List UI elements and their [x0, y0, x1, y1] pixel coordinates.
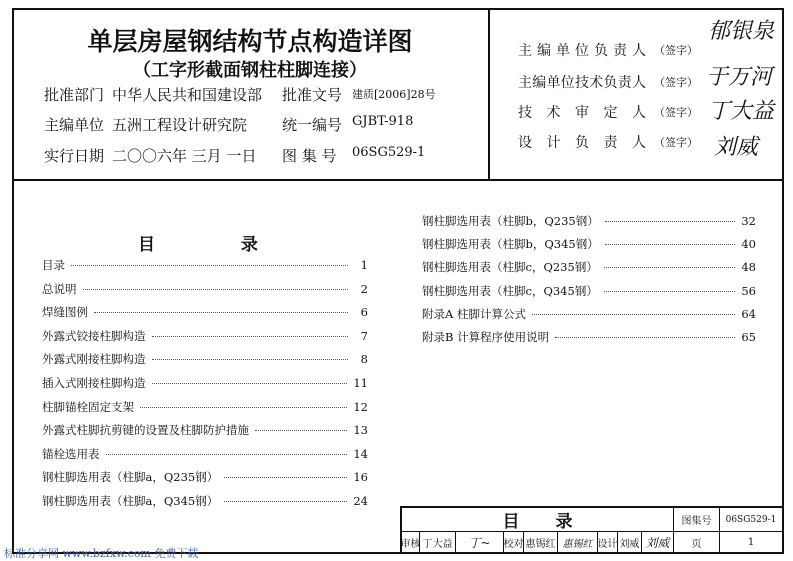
leader-dots — [224, 477, 347, 478]
signoff-role: 技 术 审 定 人 — [518, 105, 646, 121]
reviewer: 丁大益 — [420, 532, 456, 552]
toc-entry[interactable] — [42, 375, 368, 391]
toc-entry[interactable] — [42, 304, 368, 320]
field-value: GJBT-918 — [352, 114, 414, 129]
signoff-role: 主 编 单 位 负 责 人 — [518, 43, 646, 59]
leader-dots — [605, 221, 736, 222]
signoff-tag: （签字） — [654, 136, 698, 149]
field-label: 图 集 号 — [282, 147, 337, 165]
toc-entry-page: 2 — [360, 281, 368, 296]
toc-entry[interactable] — [422, 259, 756, 275]
toc-entry-page: 7 — [360, 328, 368, 343]
field-value: 五洲工程设计研究院 — [112, 116, 248, 134]
signature: 于万河 — [706, 65, 773, 90]
toc-entry-title: 插入式刚接柱脚构造 — [42, 376, 146, 390]
signoff-tag: （签字） — [654, 76, 698, 89]
toc-entry[interactable] — [42, 422, 368, 438]
atlas-number: 06SG529-1 — [720, 508, 782, 532]
field-value: 中华人民共和国建设部 — [112, 86, 263, 104]
leader-dots — [140, 407, 347, 408]
toc-entry[interactable] — [422, 213, 756, 229]
toc-entry-page: 6 — [360, 305, 368, 320]
page-number: 1 — [747, 536, 755, 548]
checker-signature: 惠锡红 — [558, 532, 598, 552]
toc-entry[interactable] — [422, 329, 756, 345]
leader-dots — [532, 314, 735, 315]
toc-entry[interactable] — [422, 236, 756, 252]
leader-dots — [152, 383, 348, 384]
sheet-title: 目 录 — [402, 508, 674, 532]
toc-entry-page: 40 — [741, 237, 756, 252]
page-label: 页 — [674, 532, 720, 552]
toc-entry-title: 外露式铰接柱脚构造 — [42, 328, 146, 343]
field-label: 统一编号 — [282, 116, 343, 134]
toc-entry-title: 钢柱脚选用表（柱脚a，Q345钢） — [42, 494, 219, 508]
toc-entry-title: 焊缝图例 — [42, 305, 88, 320]
leader-dots — [555, 337, 735, 338]
leader-dots — [604, 291, 736, 292]
toc-entry-title: 附录B 计算程序使用说明 — [422, 330, 550, 344]
signoff-tag: （签字） — [654, 106, 698, 119]
toc-entry-title: 目录 — [42, 258, 65, 272]
toc-entry[interactable] — [42, 446, 368, 462]
field-value: 建质[2006]28号 — [352, 88, 436, 101]
toc-entry-title: 外露式刚接柱脚构造 — [42, 352, 146, 367]
toc-entry-title: 附录A 柱脚计算公式 — [422, 306, 526, 321]
toc-entry[interactable] — [422, 283, 756, 299]
signoff-role: 设 计 负 责 人 — [518, 135, 646, 151]
toc-entry[interactable] — [42, 399, 368, 415]
designer: 刘威 — [618, 532, 642, 552]
leader-dots — [71, 265, 348, 266]
toc-entry-page: 14 — [353, 446, 368, 461]
checker: 惠锡红 — [524, 532, 558, 552]
toc-entry-title: 钢柱脚选用表（柱脚a，Q235钢） — [42, 470, 219, 485]
toc-entry[interactable] — [42, 469, 368, 485]
title-block — [400, 506, 784, 554]
check-label: 校对 — [504, 532, 524, 552]
toc-entry-title: 总说明 — [42, 281, 77, 296]
toc-entry-page: 64 — [741, 306, 756, 321]
toc-entry-page: 16 — [353, 470, 368, 485]
designer-signature: 刘威 — [642, 532, 674, 552]
field-label: 实行日期 — [44, 147, 105, 165]
divider — [488, 8, 490, 180]
field-value: 二〇〇六年 三月 一日 — [112, 147, 257, 165]
toc-entry-title: 外露式柱脚抗剪键的设置及柱脚防护措施 — [42, 423, 249, 438]
field-value: 06SG529-1 — [352, 145, 426, 160]
toc-entry[interactable] — [42, 328, 368, 344]
field-label: 主编单位 — [44, 116, 105, 134]
atlas-label: 图集号 — [674, 508, 720, 532]
toc-entry-title: 柱脚锚栓固定支架 — [42, 399, 134, 414]
toc-entry-title: 钢柱脚选用表（柱脚b，Q345钢） — [422, 237, 599, 252]
signoff-tag: （签字） — [654, 44, 698, 57]
field-label: 批准文号 — [282, 86, 343, 104]
toc-entry-title: 锚栓选用表 — [42, 446, 100, 461]
toc-entry-page: 11 — [353, 376, 368, 390]
toc-entry-title: 钢柱脚选用表（柱脚b，Q235钢） — [422, 214, 599, 228]
toc-entry-title: 钢柱脚选用表（柱脚c，Q345钢） — [422, 283, 598, 298]
leader-dots — [106, 454, 348, 455]
atlas-subtitle: （工字形截面钢柱柱脚连接） — [133, 60, 367, 81]
leader-dots — [224, 501, 347, 502]
toc-entry-page: 48 — [741, 260, 756, 275]
toc-entry-page: 65 — [741, 330, 756, 344]
leader-dots — [604, 267, 736, 268]
toc-entry[interactable] — [42, 351, 368, 367]
leader-dots — [152, 336, 349, 337]
toc-entry-title: 钢柱脚选用表（柱脚c，Q235钢） — [422, 260, 598, 275]
toc-entry-page: 24 — [353, 494, 368, 508]
signoff-role: 主编单位技术负责人 — [518, 75, 646, 91]
field-label: 批准部门 — [44, 86, 105, 104]
leader-dots — [605, 244, 736, 245]
toc-entry-page: 8 — [360, 352, 368, 367]
toc-entry-page: 32 — [741, 214, 756, 228]
watermark-link[interactable]: 标准分享网 www.bzfxw.com 免费下载 — [4, 547, 199, 560]
reviewer-signature: 丁~ — [456, 532, 504, 552]
toc-entry-page: 13 — [353, 423, 368, 438]
leader-dots — [152, 359, 349, 360]
leader-dots — [83, 289, 349, 290]
divider — [12, 179, 782, 181]
leader-dots — [255, 430, 347, 431]
signature: 刘威 — [714, 135, 759, 160]
toc-entry-page: 12 — [353, 399, 368, 414]
toc-entry-page: 56 — [741, 283, 756, 298]
signature: 丁大益 — [708, 99, 775, 124]
toc-entry-page: 1 — [360, 258, 368, 272]
atlas-title: 单层房屋钢结构节点构造详图 — [87, 27, 413, 56]
toc-entry[interactable] — [42, 493, 368, 509]
signature: 郁银泉 — [708, 19, 775, 44]
toc-entry[interactable] — [422, 306, 756, 322]
design-label: 设计 — [598, 532, 618, 552]
leader-dots — [94, 312, 348, 313]
review-label: 审核 — [402, 532, 420, 552]
toc-heading: 目 录 — [138, 235, 258, 255]
toc-entry[interactable] — [42, 257, 368, 273]
toc-entry[interactable] — [42, 281, 368, 297]
